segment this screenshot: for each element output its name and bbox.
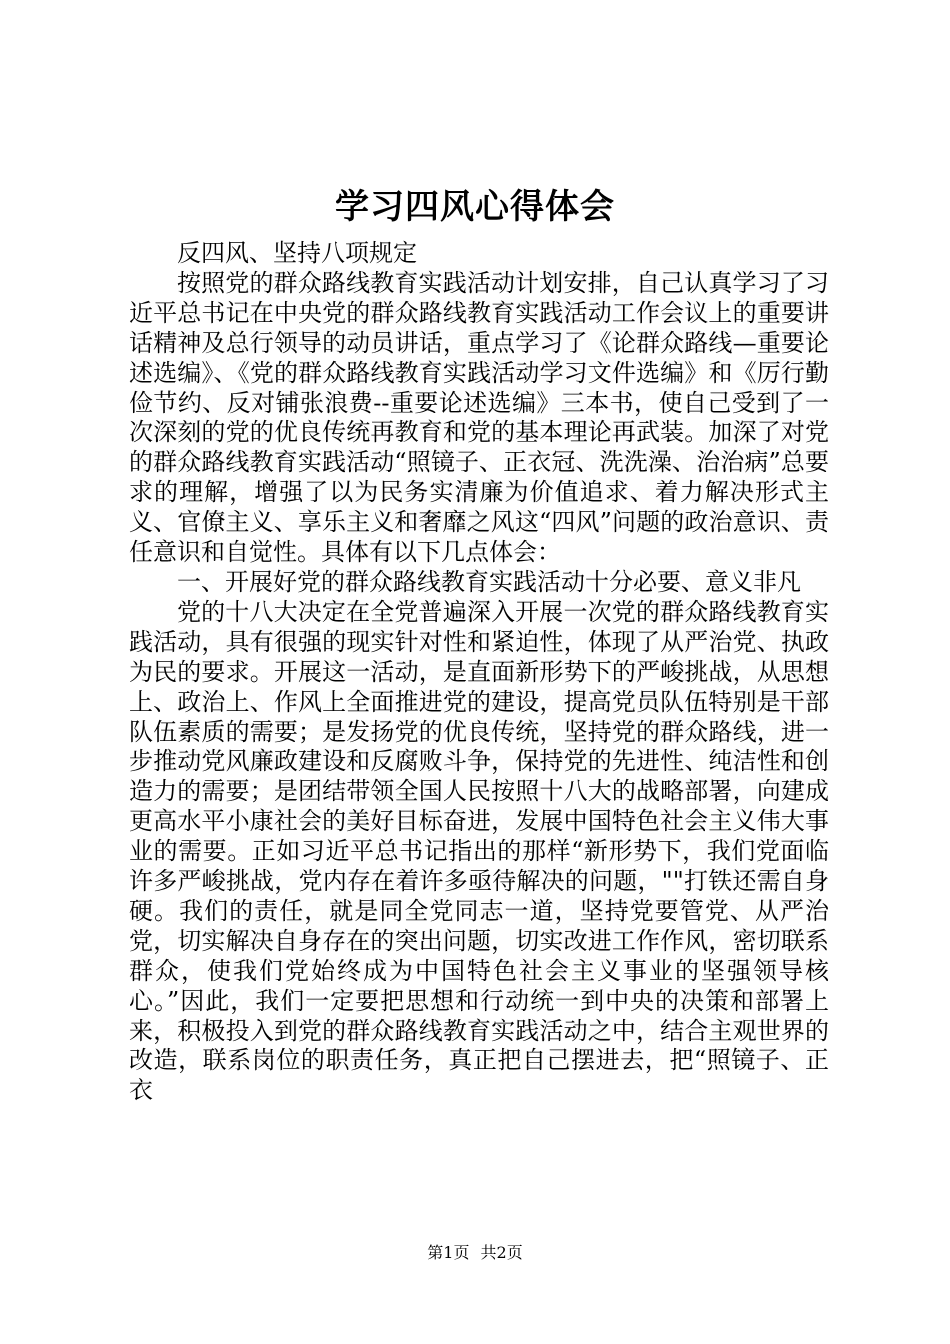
paragraph-heading-one: 一、开展好党的群众路线教育实践活动十分必要、意义非凡: [177, 567, 801, 596]
paragraph-intro: 按照党的群众路线教育实践活动计划安排，自己认真学习了习近平总书记在中央党的群众路线教育实践活动工作会议上的重要讲话精神及总行领导的动员讲话，重点学习了《论群众路线—重要论述选编》、《党的群众路线教育实践活动学习文件选编》和《厉行勤俭节约、反对铺张浪费--重要论述选编》三本书，使自己受到了一次深刻的党的优良传统再教育和党的基本理论再武装。加深了对党的群众路线教育实践活动“照镜子、正衣冠、洗洗澡、治治病”总要求的理解，增强了以为民务实清廉为价值追求、着力解决形式主义、官僚主义、享乐主义和奢靡之风这“四风”问题的政治意识、责任意识和自觉性。具体有以下几点体会：: [129, 268, 829, 567]
page-number: 第1页: [427, 1243, 470, 1262]
paragraph-body: 党的十八大决定在全党普遍深入开展一次党的群众路线教育实践活动，具有很强的现实针对性和紧迫性，体现了从严治党、执政为民的要求。开展这一活动，是直面新形势下的严峻挑战，从思想上、政治上、作风上全面推进党的建设，提高党员队伍特别是干部队伍素质的需要；是发扬党的优良传统，坚持党的群众路线，进一步推动党风廉政建设和反腐败斗争，保持党的先进性、纯洁性和创造力的需要；是团结带领全国人民按照十八大的战略部署，向建成更高水平小康社会的美好目标奋进，发展中国特色社会主义伟大事业的需要。正如习近平总书记指出的那样“新形势下，我们党面临许多严峻挑战，党内存在着许多亟待解决的问题，""打铁还需自身硬。我们的责任，就是同全党同志一道，坚持党要管党、从严治党，切实解决自身存在的突出问题，切实改进工作作风，密切联系群众，使我们党始终成为中国特色社会主义事业的坚强领导核心。”因此，我们一定要把思想和行动统一到中央的决策和部署上来，积极投入到党的群众路线教育实践活动之中，结合主观世界的改造，联系岗位的职责任务，真正把自己摆进去，把“照镜子、正衣: [129, 597, 829, 1105]
page-total: 共2页: [480, 1243, 523, 1262]
page-footer: [0, 1241, 950, 1265]
document-title: 学习四风心得体会: [335, 187, 615, 227]
document-body: [129, 239, 829, 1106]
paragraph-subtitle: 反四风、坚持八项规定: [177, 239, 417, 267]
